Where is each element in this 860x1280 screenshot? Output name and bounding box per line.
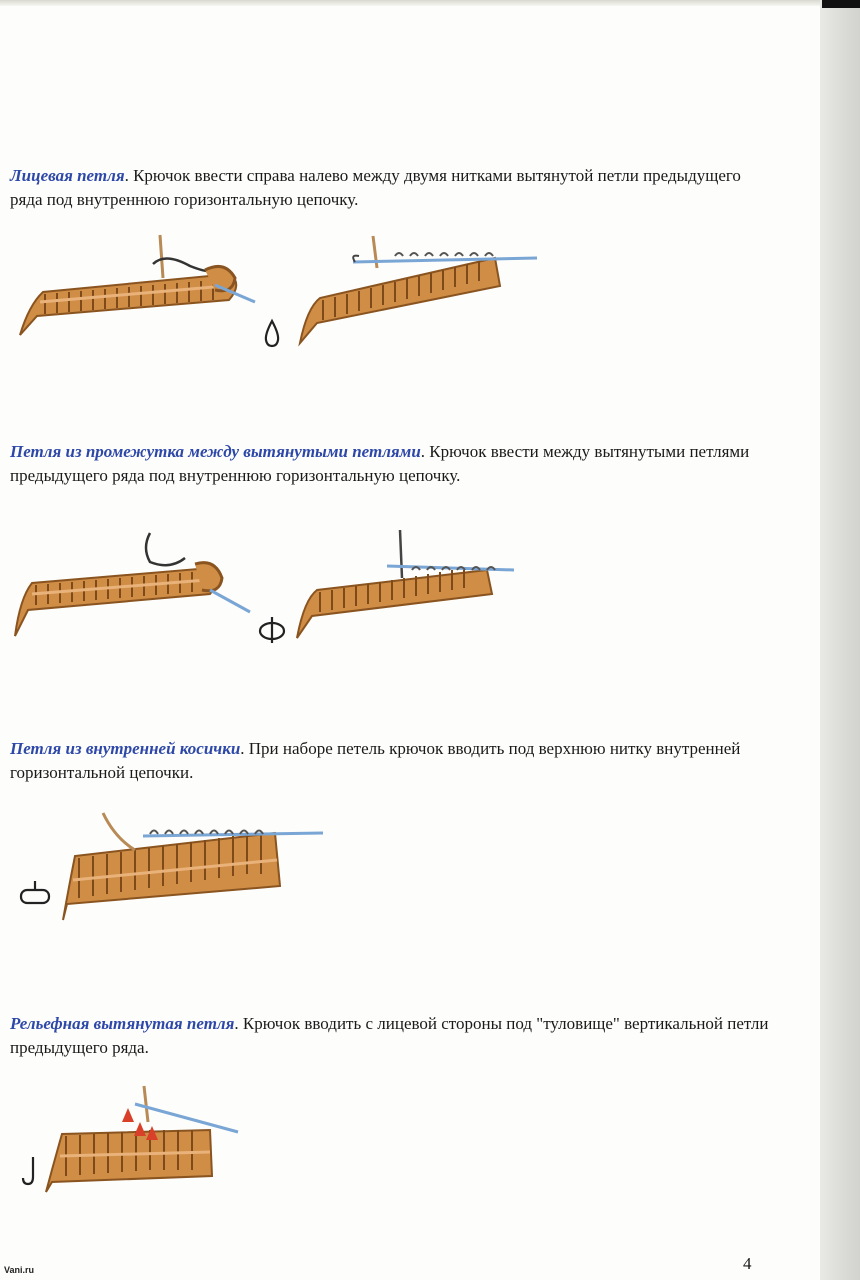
- section-relief-loop: [10, 1012, 770, 1060]
- rounded-rect-stem-symbol: [18, 880, 54, 911]
- paragraph: [10, 440, 770, 488]
- term-heading: Петля из внутренней косички: [10, 739, 241, 758]
- illustration-front-loop-b: [295, 228, 540, 348]
- teardrop-loop-symbol: [262, 318, 282, 353]
- section-inner-braid-loop: [10, 737, 770, 785]
- section-loop-between: [10, 440, 770, 488]
- term-heading: Лицевая петля: [10, 166, 125, 185]
- paragraph: [10, 737, 770, 785]
- watermark-text: Vani.ru: [4, 1265, 35, 1275]
- hook-symbol: [20, 1155, 42, 1192]
- paragraph: [10, 1012, 770, 1060]
- illustration-relief-loop: [40, 1082, 240, 1197]
- illustration-loop-between-b: [292, 528, 517, 643]
- scan-corner-mark: [822, 0, 860, 8]
- illustration-loop-between-a: [10, 528, 255, 640]
- scan-right-edge: [820, 0, 860, 1280]
- term-heading: Петля из промежутка между вытянутыми петлями: [10, 442, 421, 461]
- description-text: . Крючок вводить с лицевой стороны под "туловище" вертикальной петли предыдущего ряда.: [10, 1014, 769, 1057]
- section-front-loop: [10, 164, 770, 212]
- description-text: . Крючок ввести между вытянутыми петлями предыдущего ряда под внутреннюю горизонтальную цепочку.: [10, 442, 750, 485]
- circle-crossed-symbol: [256, 615, 288, 650]
- illustration-inner-braid-loop: [55, 808, 330, 923]
- description-text: . Крючок ввести справа налево между двумя нитками вытянутой петли предыдущего ряда под внутреннюю горизонтальную цепочку.: [10, 166, 741, 209]
- paragraph: [10, 164, 770, 212]
- description-text: . При наборе петель крючок вводить под верхнюю нитку внутренней горизонтальной цепочки.: [10, 739, 741, 782]
- illustration-front-loop-a: [15, 230, 265, 345]
- scan-top-edge: [0, 0, 860, 6]
- term-heading: Рельефная вытянутая петля: [10, 1014, 235, 1033]
- page-number: 4: [743, 1254, 752, 1273]
